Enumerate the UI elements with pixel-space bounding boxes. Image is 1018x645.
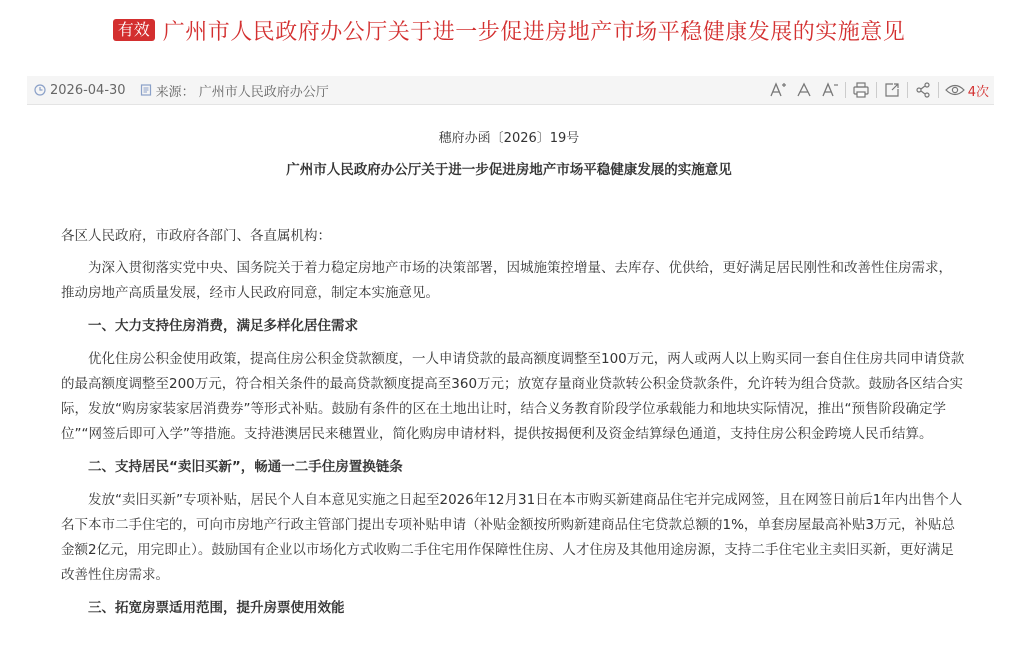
intro-paragraph: 为深入贯彻落实党中央、国务院关于着力稳定房地产市场的决策部署，因城施策控增量、去库存、优供给，更好满足居民刚性和改善性住房需求，推动房地产高质量发展，经市人民政府同意，制定本实施意见。 [61,260,952,301]
salutation: 各区人民政府，市政府各部门、各直属机构： [61,228,331,244]
view-count [945,81,989,100]
publish-date-text: 2026-04-30 [50,82,126,98]
section-heading-3: 三、拓宽房票适用范围，提升房票使用效能 [88,600,345,616]
page-title: 广州市人民政府办公厅关于进一步促进房地产市场平稳健康发展的实施意见 [162,19,906,45]
document-body [61,224,965,629]
toolbar-divider [845,82,846,98]
open-icon[interactable] [879,79,905,101]
section-body-1: 优化住房公积金使用政策，提高住房公积金贷款额度，一人申请贷款的最高额度调整至100万元，两人或两人以上购买同一套自住住房共同申请贷款的最高额度调整至200万元，符合相关条件的最高贷款额度提高至360万元；放宽存量商业贷款转公积金贷款条件，允许转为组合贷款。鼓励各区结合实际，发放“购房家装家居消费券”等形式补贴。鼓励有条件的区在土地出让时，结合义务教育阶段学位承载能力和地块实际情况，推出“预售阶段确定学位”“网签后即可入学”等措施。支持港澳居民来穗置业，简化购房申请材料，提供按揭便利及资金结算绿色通道，支持住房公积金跨境人民币结算。 [61,351,965,442]
source [140,81,329,100]
section-heading-1: 一、大力支持住房消费，满足多样化居住需求 [88,318,358,334]
section-body-2: 发放“卖旧买新”专项补贴，居民个人自本意见实施之日起至2026年12月31日在本市购买新建商品住宅并完成网签，且在网签日前后1年内出售个人名下本市二手住宅的，可向市房地产行政主管部门提出专项补贴申请（补贴金额按所购新建商品住宅贷款总额的1%，单套房屋最高补贴3万元，补贴总金额2亿元，用完即止）。鼓励国有企业以市场化方式收购二手住宅用作保障性住房、人才住房及其他用途房源，支持二手住宅业主卖旧买新，更好满足改善性住房需求。 [61,492,963,583]
toolbar-divider [907,82,908,98]
document-number: 穗府办函〔2026〕19号 [438,131,580,146]
document-icon [140,84,152,96]
share-icon[interactable] [910,79,936,101]
toolbar-divider [938,82,939,98]
status-badge: 有效 [113,19,155,41]
view-count-text: 4次 [967,84,989,100]
source-text: 来源： 广州市人民政府办公厅 [155,84,329,100]
publish-date [34,83,126,98]
document-title: 广州市人民政府办公厅关于进一步促进房地产市场平稳健康发展的实施意见 [286,162,732,178]
toolbar-divider [876,82,877,98]
print-icon[interactable] [848,79,874,101]
views-icon [945,83,965,97]
font-increase-icon[interactable] [765,79,791,101]
font-default-icon[interactable] [791,79,817,101]
meta-bar [27,76,994,105]
clock-icon [34,84,46,96]
section-heading-2: 二、支持居民“卖旧买新”，畅通一二手住房置换链条 [88,459,403,475]
font-decrease-icon[interactable] [817,79,843,101]
toolbar [765,79,994,101]
page-header [0,0,1018,60]
